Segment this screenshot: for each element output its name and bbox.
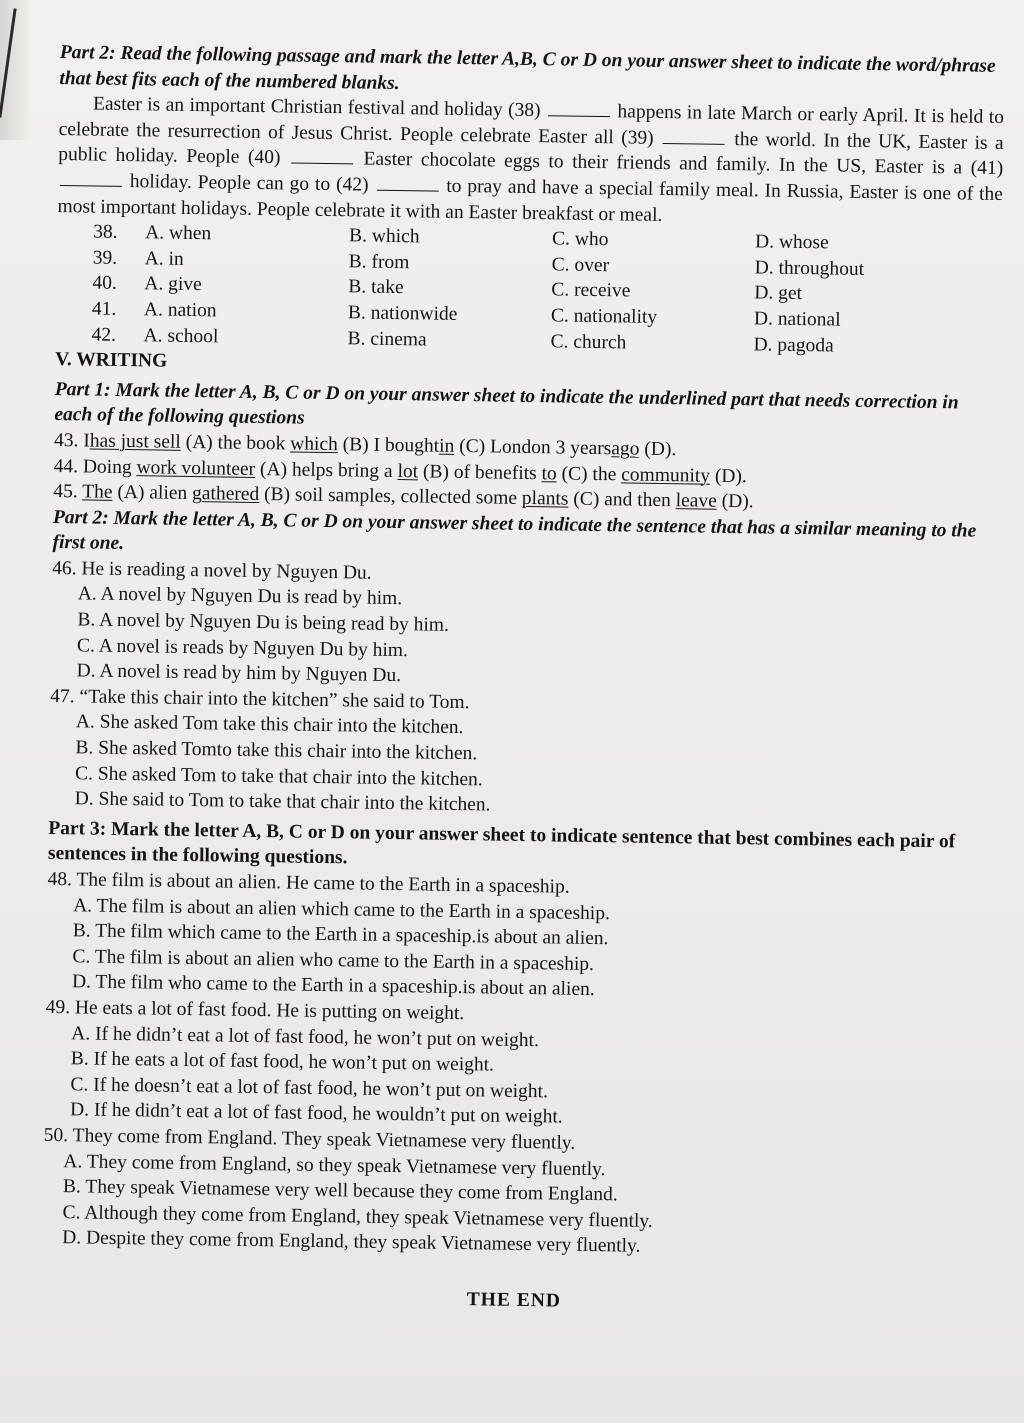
underlined-c: plants xyxy=(521,487,569,510)
passage-text: Easter is an important Christian festival and holiday (38) xyxy=(92,93,541,122)
q48-option-c: C. The film is about an alien who came to the Earth in a spaceship. xyxy=(72,946,595,975)
writing-part3-heading: Part 3: Mark the letter A, B, C or D on your answer sheet to indicate sentence that best combines each pair of sentences in the following questions. xyxy=(47,817,956,869)
the-end-footer: THE END xyxy=(466,1289,562,1312)
reading-passage xyxy=(57,91,1004,233)
blank-38 xyxy=(548,101,610,117)
q50-option-b: B. They speak Vietnamese very well because they come from England. xyxy=(62,1176,618,1206)
text: (B) of benefits xyxy=(422,460,537,484)
option-b: B. which xyxy=(348,225,420,248)
option-a: A. give xyxy=(144,273,202,296)
text: (D). xyxy=(721,490,754,513)
text: (A) helps bring a xyxy=(259,458,393,482)
part2-reading-heading: Part 2: Read the following passage and mark the letter A,B, C or D on your answer sheet to indicate the word/phrase that best fits each of the numbered blanks. xyxy=(59,41,996,94)
q47-option-d: D. She said to Tom to take that chair into the kitchen. xyxy=(74,788,491,816)
passage-text: holiday. People can go to (42) xyxy=(129,171,369,196)
q49-option-b: B. If he eats a lot of fast food, he won’t put on weight. xyxy=(70,1048,495,1076)
q46-option-b: B. A novel by Nguyen Du is being read by him. xyxy=(77,609,450,636)
underlined-c: to xyxy=(541,462,557,484)
q49-option-d: D. If he didn’t eat a lot of fast food, he wouldn’t put on weight. xyxy=(69,1099,563,1128)
q48-option-d: D. The film who came to the Earth in a spaceship.is about an alien. xyxy=(71,971,595,1001)
question-number: 41. xyxy=(91,298,117,320)
q48-option-a: A. The film is about an alien which came to the Earth in a spaceship. xyxy=(73,894,611,924)
blank-39 xyxy=(663,129,725,145)
option-b: B. cinema xyxy=(347,327,427,351)
underlined-a: has just sell xyxy=(89,430,181,453)
q47-option-a: A. She asked Tom take this chair into the kitchen. xyxy=(75,711,464,739)
q50-option-d: D. Despite they come from England, they speak Vietnamese very fluently. xyxy=(62,1227,641,1258)
q49-option-c: C. If he doesn’t eat a lot of fast food, he won’t put on weight. xyxy=(70,1074,549,1103)
text: I xyxy=(83,430,90,452)
blank-40 xyxy=(291,149,353,165)
text: (C) the xyxy=(561,462,617,485)
option-b: B. from xyxy=(348,251,410,273)
underlined-b: lot xyxy=(397,460,419,482)
option-b: B. take xyxy=(348,276,404,299)
question-46-stem: 46. He is reading a novel by Nguyen Du. xyxy=(52,557,372,584)
q49-option-a: A. If he didn’t eat a lot of fast food, he won’t put on weight. xyxy=(71,1022,540,1051)
text: (A) alien xyxy=(117,481,188,505)
option-a: A. school xyxy=(143,324,219,347)
text: (B) I bought xyxy=(342,434,440,457)
passage-text: Easter chocolate eggs to their friends and family. In the US, Easter is a (41) xyxy=(363,148,1004,180)
option-d: D. pagoda xyxy=(753,333,834,357)
option-a: A. when xyxy=(144,222,212,245)
passage-text: the world. In the UK, Easter is a public holiday. People (40) xyxy=(58,128,1004,169)
underlined-b: which xyxy=(290,433,338,456)
question-49-stem: 49. He eats a lot of fast food. He is putting on weight. xyxy=(45,996,465,1025)
exam-content xyxy=(41,40,1005,1320)
underlined-d: ago xyxy=(611,438,640,460)
question-number: 44. xyxy=(53,455,79,477)
question-48-stem: 48. The film is about an alien. He came to the Earth in a spaceship. xyxy=(47,868,570,898)
writing-part2-heading: Part 2: Mark the letter A, B, C or D on your answer sheet to indicate the sentence that has a similar meaning to the first one. xyxy=(52,506,977,555)
writing-section-title: V. WRITING xyxy=(55,349,168,372)
blank-42 xyxy=(376,176,438,192)
underlined-c: in xyxy=(438,435,455,457)
text: (A) the book xyxy=(185,431,286,455)
option-b: B. nationwide xyxy=(347,302,458,325)
option-a: A. in xyxy=(144,248,184,270)
option-c: C. receive xyxy=(551,279,631,302)
underlined-b: gathered xyxy=(191,483,260,506)
underlined-a: The xyxy=(82,481,113,503)
option-c: C. church xyxy=(550,330,627,353)
passage-text: happens in late March or early April. It is held to celebrate the resurrection of Jesus Christ. People celebrate Easter all (39) xyxy=(58,101,1005,149)
option-c: C. nationality xyxy=(550,305,658,328)
blank-41 xyxy=(60,171,122,187)
option-c: C. over xyxy=(551,254,610,276)
q46-option-a: A. A novel by Nguyen Du is read by him. xyxy=(77,583,403,610)
question-47-stem: 47. “Take this chair into the kitchen” she said to Tom. xyxy=(50,685,470,713)
option-c: C. who xyxy=(551,228,609,251)
option-d: D. national xyxy=(753,308,841,331)
underlined-d: community xyxy=(621,463,711,487)
question-number: 39. xyxy=(92,247,118,269)
underlined-a: work volunteer xyxy=(136,456,256,480)
q48-option-b: B. The film which came to the Earth in a spaceship.is about an alien. xyxy=(72,920,609,950)
question-number: 45. xyxy=(53,481,78,503)
option-d: D. get xyxy=(754,282,803,305)
text: (C) London 3 years xyxy=(459,435,612,460)
text: (D). xyxy=(714,465,748,487)
question-number: 40. xyxy=(92,272,117,295)
q50-option-a: A. They come from England, so they speak Vietnamese very fluently. xyxy=(63,1150,606,1180)
question-number: 43. xyxy=(53,429,79,452)
option-a: A. nation xyxy=(143,299,217,322)
q50-option-c: C. Although they come from England, they speak Vietnamese very fluently. xyxy=(62,1201,653,1232)
question-number: 42. xyxy=(91,324,117,346)
text: Doing xyxy=(82,455,132,478)
underlined-d: leave xyxy=(675,490,717,512)
passage-text: to pray and have a special family meal. In Russia, Easter is one of the most important holidays. People celebrate it with an Easter breakfast or meal. xyxy=(57,175,1004,226)
option-d: D. whose xyxy=(754,231,829,254)
q47-option-c: C. She asked Tom to take that chair into the kitchen. xyxy=(74,762,483,790)
question-50-stem: 50. They come from England. They speak Vietnamese very fluently. xyxy=(43,1124,576,1154)
q46-option-c: C. A novel is reads by Nguyen Du by him. xyxy=(76,634,409,661)
writing-part1-heading: Part 1: Mark the letter A, B, C or D on your answer sheet to indicate the underlined part that needs correction in each of the following questions xyxy=(54,378,959,429)
text: (D). xyxy=(644,438,677,461)
q47-option-b: B. She asked Tomto take this chair into the kitchen. xyxy=(75,737,478,765)
text: (B) soil samples, collected some xyxy=(263,484,518,509)
question-number: 38. xyxy=(92,221,118,244)
q46-option-d: D. A novel is read by him by Nguyen Du. xyxy=(76,660,402,687)
option-d: D. throughout xyxy=(754,257,865,280)
text: (C) and then xyxy=(573,488,671,512)
